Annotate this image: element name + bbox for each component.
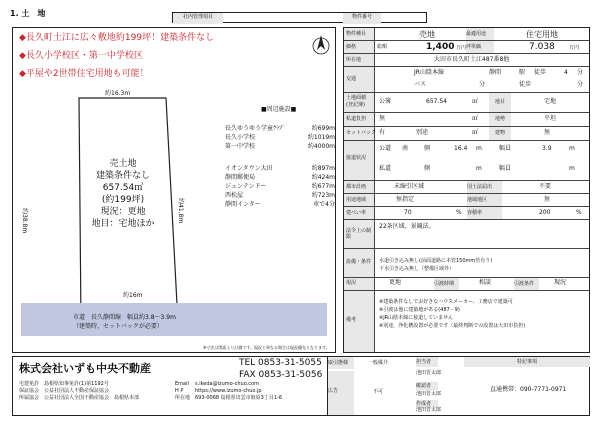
company-name: 株式会社いずも中央不動産 bbox=[19, 362, 151, 375]
value-station: 静間 bbox=[489, 69, 502, 76]
nearby-item: 静間郵便局 約424m bbox=[225, 174, 335, 181]
label-eki: 駅 bbox=[519, 69, 526, 76]
header-mgmt-box bbox=[172, 12, 427, 23]
hp-link[interactable]: https://www.izumo-chuo.jp bbox=[195, 388, 262, 394]
label-use: 最適用途 bbox=[466, 28, 494, 40]
value-address: 大田市長久町土江487番8他 bbox=[434, 56, 510, 63]
value-chimoku: 宅地 bbox=[544, 98, 557, 105]
label-land-reg: (登記簿) bbox=[346, 102, 365, 108]
label-city-plan: 都市計画 bbox=[346, 184, 367, 190]
company-tel: TEL 0853-31-5055 bbox=[239, 358, 322, 368]
value-terrain: 平坦 bbox=[544, 115, 557, 122]
label-land: 土地面積 bbox=[346, 95, 367, 101]
info-table bbox=[343, 27, 590, 353]
value-type: 売地 bbox=[419, 30, 435, 39]
label-total: 総額 bbox=[377, 44, 388, 50]
mgmt-label: 社内管理項目 bbox=[173, 13, 223, 24]
label-fun: 分 bbox=[577, 69, 584, 76]
highlight-3: ◆平屋や2世帯住宅用地も可能！ bbox=[19, 69, 149, 79]
value-land-area: 657.54 bbox=[426, 98, 447, 105]
value-facility-1: 水道引き込み無し(前面道路に本管150mm管有り) bbox=[379, 258, 493, 264]
value-tsubo: 7.038 bbox=[529, 42, 555, 52]
road-line-2: （建築時、セットバックが必要） bbox=[73, 323, 163, 330]
value-line: JR山陰本線 bbox=[414, 69, 444, 76]
value-current: 更地 bbox=[389, 279, 402, 286]
nearby-title: ■周辺施設■ bbox=[261, 106, 297, 113]
road-width-unit: m bbox=[569, 145, 575, 152]
label-road-width-2: 幅員 bbox=[499, 165, 512, 172]
highlight-2: ◆長久小学校区・第一中学校区 bbox=[19, 51, 143, 61]
label-district: 地域地区 bbox=[467, 194, 502, 206]
property-no-label: 物件番号 bbox=[343, 13, 381, 24]
plot-top-dim: 約16.3m bbox=[105, 90, 131, 97]
value-access-dir: 南 bbox=[402, 145, 409, 152]
license-info: 宅建免許 島根県知事免許(1)第1192号 保証協会 公益社団法人不動産保証協会 所属協会 公益社団法人全国不動産協会 島根県本部 bbox=[19, 381, 140, 401]
trade-box: 取引態様 一般媒介 広告 不可 担当者 池田晋太郎 確認者 池田晋太郎 作成者 池田晋太郎 特記事項 直通携帯：090-7771-0971 bbox=[327, 357, 590, 415]
nearby-group-2 bbox=[225, 164, 335, 209]
far-unit: % bbox=[576, 209, 582, 216]
nearby-item: ジュンテンドー 約677m bbox=[225, 183, 335, 190]
label-access: 接道状況 bbox=[346, 155, 367, 161]
label-access-side: 側 bbox=[424, 145, 431, 152]
value-access-kind-2: 私道 bbox=[379, 165, 392, 172]
label-far: 容積率 bbox=[467, 207, 502, 219]
access-unit-2: m bbox=[476, 165, 482, 172]
value-road-width: 3.9 bbox=[542, 145, 552, 152]
label-chimoku: 地目 bbox=[489, 93, 511, 112]
plot-bottom-dim: 約16m bbox=[123, 292, 143, 299]
remarks bbox=[379, 298, 525, 330]
value-access-width: 16.4 bbox=[454, 145, 468, 152]
remark-1: ※建築条件なしでお好きなハウスメーカー、工務店で建築可 bbox=[379, 299, 513, 305]
highlight-1: ◆長久町土江に広々敷地約199坪！建築条件なし bbox=[19, 33, 215, 43]
label-legal: 法令上の制限 bbox=[346, 228, 372, 240]
value-building: 無 bbox=[544, 129, 551, 136]
plot-note: ※寸法は図面より計測です。現況と異なる場合は現況優先となります。 bbox=[203, 345, 330, 350]
label-access-side-2: 側 bbox=[424, 165, 431, 172]
value-coverage: 70 bbox=[404, 209, 412, 216]
value-city-plan: 未線引区域 bbox=[394, 183, 425, 190]
map-panel bbox=[12, 27, 336, 353]
private-road-unit: ㎡ bbox=[472, 115, 479, 122]
value-far: 200 bbox=[539, 209, 551, 216]
contact-info: Email s.ikeda@izumo-chuo.com H P https://www.izumo-chuo.jp 所在地 693-0068 島根県出雲市姫原3丁目1-6 bbox=[175, 381, 283, 401]
label-land-law: 国土法届出 bbox=[467, 181, 502, 193]
label-coverage: 建ぺい率 bbox=[346, 210, 367, 216]
label-facilities: 設備・条件 bbox=[346, 259, 372, 265]
nearby-item: イオンタウン大田 約897m bbox=[225, 165, 335, 172]
value-land-law: 不要 bbox=[539, 183, 552, 190]
nearby-item: 長久小学校 約1019m bbox=[225, 134, 335, 141]
plot-summary bbox=[73, 158, 173, 230]
value-setback: 有 bbox=[379, 129, 386, 136]
label-road-width: 幅員 bbox=[499, 145, 512, 152]
label-walk2: 徒歩 bbox=[519, 81, 532, 88]
page-number: 1. 土 地 bbox=[10, 9, 46, 18]
label-address: 所在地 bbox=[346, 57, 362, 63]
nearby-item: 第一中学校 約4000m bbox=[225, 143, 335, 150]
price-unit: 万円 bbox=[456, 45, 467, 51]
label-bus: バス bbox=[414, 81, 427, 88]
value-legal: 22条区域、景観法。 bbox=[379, 223, 435, 230]
label-terrain: 地勢 bbox=[489, 113, 511, 126]
value-zoning: 無指定 bbox=[396, 196, 415, 203]
value-walk-min: 4 bbox=[564, 69, 568, 76]
label-transport: 交通 bbox=[346, 76, 357, 82]
value-access-kind: 公道 bbox=[379, 145, 392, 152]
remark-3: ※JR山陰本線に接道していません bbox=[379, 315, 454, 321]
value-land-kind: 公簿 bbox=[379, 98, 392, 105]
footer bbox=[12, 356, 590, 416]
value-handover-cond: 現況 bbox=[554, 279, 567, 286]
value-use: 住宅用地 bbox=[526, 30, 558, 39]
plot-line-6: 地目：宅地ほか bbox=[91, 219, 155, 229]
plot-line-2: 建築条件なし bbox=[95, 171, 150, 181]
label-remarks: 備考 bbox=[346, 317, 357, 323]
tsubo-unit: 万円 bbox=[569, 45, 580, 51]
label-building: 建物 bbox=[489, 127, 511, 140]
label-walk: 徒歩 bbox=[534, 69, 547, 76]
land-unit: ㎡ bbox=[472, 98, 479, 105]
plot-line-3: 657.54㎡ bbox=[102, 183, 144, 193]
value-district: 無 bbox=[544, 196, 551, 203]
label-handover-time: 引渡時期 bbox=[434, 278, 459, 290]
plot-right-dim: 約41.8m bbox=[177, 198, 184, 224]
plot-line-1: 売土地 bbox=[109, 159, 137, 169]
access-unit: m bbox=[476, 145, 482, 152]
road-width-unit-2: m bbox=[569, 165, 575, 172]
plot-line-4: (約199坪) bbox=[101, 195, 145, 205]
remark-4: ※別途、浄化槽設置が必要です（最終判断での設置は大田市負担) bbox=[379, 323, 526, 329]
value-setback-sep: 別途 bbox=[416, 129, 429, 136]
nearby-item: 静間インター 車で4分 bbox=[225, 201, 335, 208]
value-handover-time: 相談 bbox=[479, 279, 492, 286]
label-tsubo: 坪単価 bbox=[466, 41, 494, 53]
nearby-item: 長久ゆうゆう学童ｸﾗﾌﾞ 約699m bbox=[225, 125, 335, 132]
road-line-1: 市道 長久静間線 幅員約3.8～3.9m bbox=[73, 314, 176, 321]
value-facility-2: 下水引き込み無し（整備区域外） bbox=[379, 266, 455, 272]
label-setback: セットバック bbox=[346, 130, 376, 136]
plot-line-5: 現況：更地 bbox=[100, 207, 146, 217]
setback-unit: ㎡ bbox=[472, 129, 479, 136]
coverage-unit: % bbox=[456, 209, 462, 216]
remark-2: ※引渡は他に建築地がある(487－9) bbox=[379, 307, 460, 313]
value-price: 1,400 bbox=[426, 42, 455, 52]
label-bun: 分 bbox=[479, 81, 486, 88]
label-type: 物件種目 bbox=[346, 31, 367, 37]
nearby-group-1 bbox=[225, 124, 335, 151]
label-price: 価格 bbox=[346, 44, 357, 50]
nearby-item: 西松屋 約723m bbox=[225, 192, 335, 199]
company-fax: FAX 0853-31-5056 bbox=[239, 370, 323, 380]
value-private-road: 無 bbox=[379, 115, 386, 122]
plot-left-dim: 約38.8m bbox=[21, 208, 28, 234]
label-private-road: 私道負担 bbox=[346, 116, 367, 122]
label-zoning: 用途地域 bbox=[346, 197, 367, 203]
label-current: 現況 bbox=[346, 280, 357, 286]
email-link[interactable]: s.ikeda@izumo-chuo.com bbox=[195, 381, 259, 387]
label-handover-cond: 引渡条件 bbox=[514, 278, 539, 290]
label-fun2: 分 bbox=[577, 81, 584, 88]
